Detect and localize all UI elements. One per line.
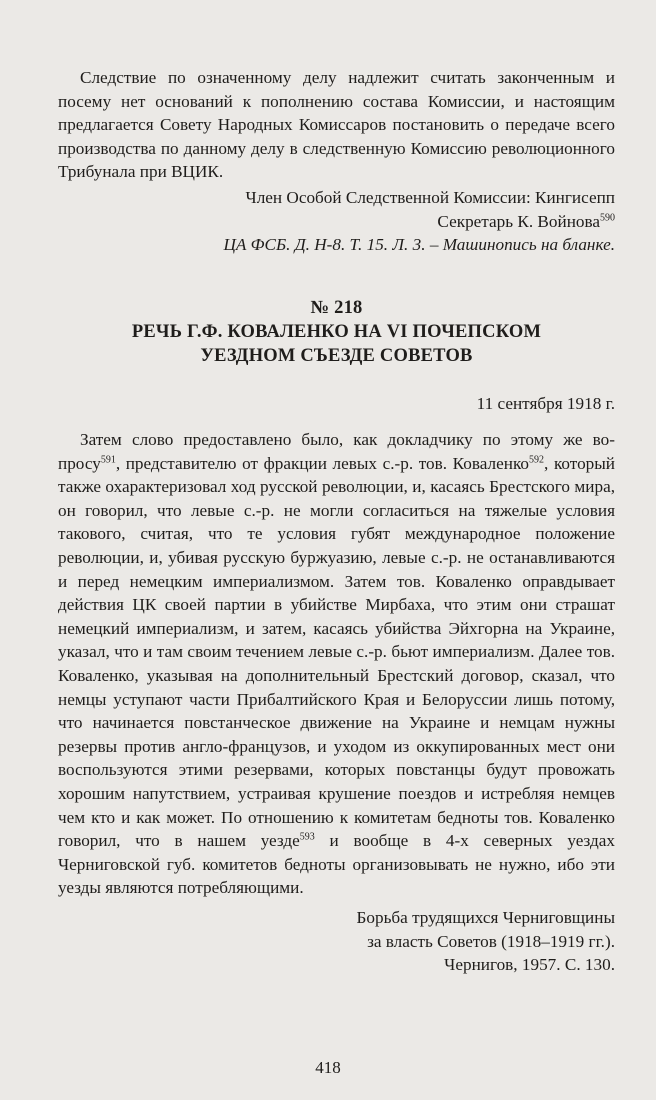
signature-secretary-name: Секретарь К. Войнова — [437, 211, 600, 231]
document-date-row — [58, 392, 615, 416]
page-number: 418 — [315, 1058, 341, 1077]
paragraph-speech — [58, 428, 615, 900]
source-line-2: за власть Советов (1918–1919 гг.). — [367, 931, 615, 951]
speech-part-1: Затем слово предоставлено было, как докладчику по этому же вопросу — [58, 430, 615, 473]
document-number: № 218 — [310, 298, 363, 318]
paragraph-conclusion: Следствие по означенному делу надлежит считать законченным и посему нет оснований к пополнению состава Комиссии, и настоящим предлагается Совету Народных Комиссаров постановить о передаче всего производства по данному делу в следственную Комиссию революционного Трибунала при ВЦИК. — [58, 68, 615, 182]
footnote-ref-593: 593 — [299, 831, 315, 843]
document-title-line-1: РЕЧЬ Г.Ф. КОВАЛЕНКО НА VI ПОЧЕПСКОМ — [131, 322, 542, 342]
source-citation — [58, 906, 615, 977]
archive-citation: ЦА ФСБ. Д. Н-8. Т. 15. Л. 3. – Машинопись на бланке. — [223, 235, 615, 255]
speech-part-4: и вообще в 4-х северных уездах Черниговской губ. комитетов бедноты организовывать не нужно, ибо эти уезды являются потребляющими. — [58, 831, 616, 898]
signature-secretary — [58, 210, 615, 234]
closing-paragraph — [58, 66, 615, 184]
source-line-1: Борьба трудящихся Черниговщины — [356, 908, 615, 927]
footnote-ref-590: 590 — [600, 211, 615, 223]
document-title-line-2: УЕЗДНОМ СЪЕЗДЕ СОВЕТОВ — [200, 346, 473, 366]
signature-block — [58, 186, 615, 257]
signature-member: Член Особой Следственной Комиссии: Кингисепп — [245, 188, 615, 207]
speech-part-3: , который также охарактеризовал ход русской революции, и, касаясь Брестского мира, он говорил, что левые с.-р. не могли согласиться на тяжелые условия такового, считая, что те условия губят международное положение революции, и, убивая русскую буржуазию, левые с.-р. не останавливаются и перед немецким империализмом. Затем тов. Коваленко оправдывает действия ЦК своей партии в убийстве Мирбаха, что этим они страшат немецкий империализм, и затем, касаясь убийства Эйхгорна на Украине, указал, что и там своим течением левые с.-р. бьют империализм. Далее тов. Коваленко, указывая на дополнительный Брестский договор, сказал, что немцы уступают части Прибалтийского Края и Белоруссии лишь потому, что начинается повстанческое движение на Украине и немцам нужны резервы против англо-французов, и уходом из оккупированных мест они воспользуются этими резервами, которых повстанцы будут провожать хорошим напутствием, устраивая крушение поездов и истребляя немцев чем кто и как может. По отношению к комитетам бедноты тов. Коваленко говорил, что в нашем уезде — [58, 453, 616, 851]
speech-part-2: , представителю от фракции левых с.-р. тов. Коваленко — [115, 453, 530, 473]
document-heading — [58, 296, 615, 368]
speech-text — [58, 428, 615, 900]
document-date: 11 сентября 1918 г. — [476, 394, 615, 413]
footnote-ref-592: 592 — [529, 453, 545, 465]
source-line-3: Чернигов, 1957. С. 130. — [444, 955, 615, 975]
footnote-ref-591: 591 — [100, 453, 116, 465]
